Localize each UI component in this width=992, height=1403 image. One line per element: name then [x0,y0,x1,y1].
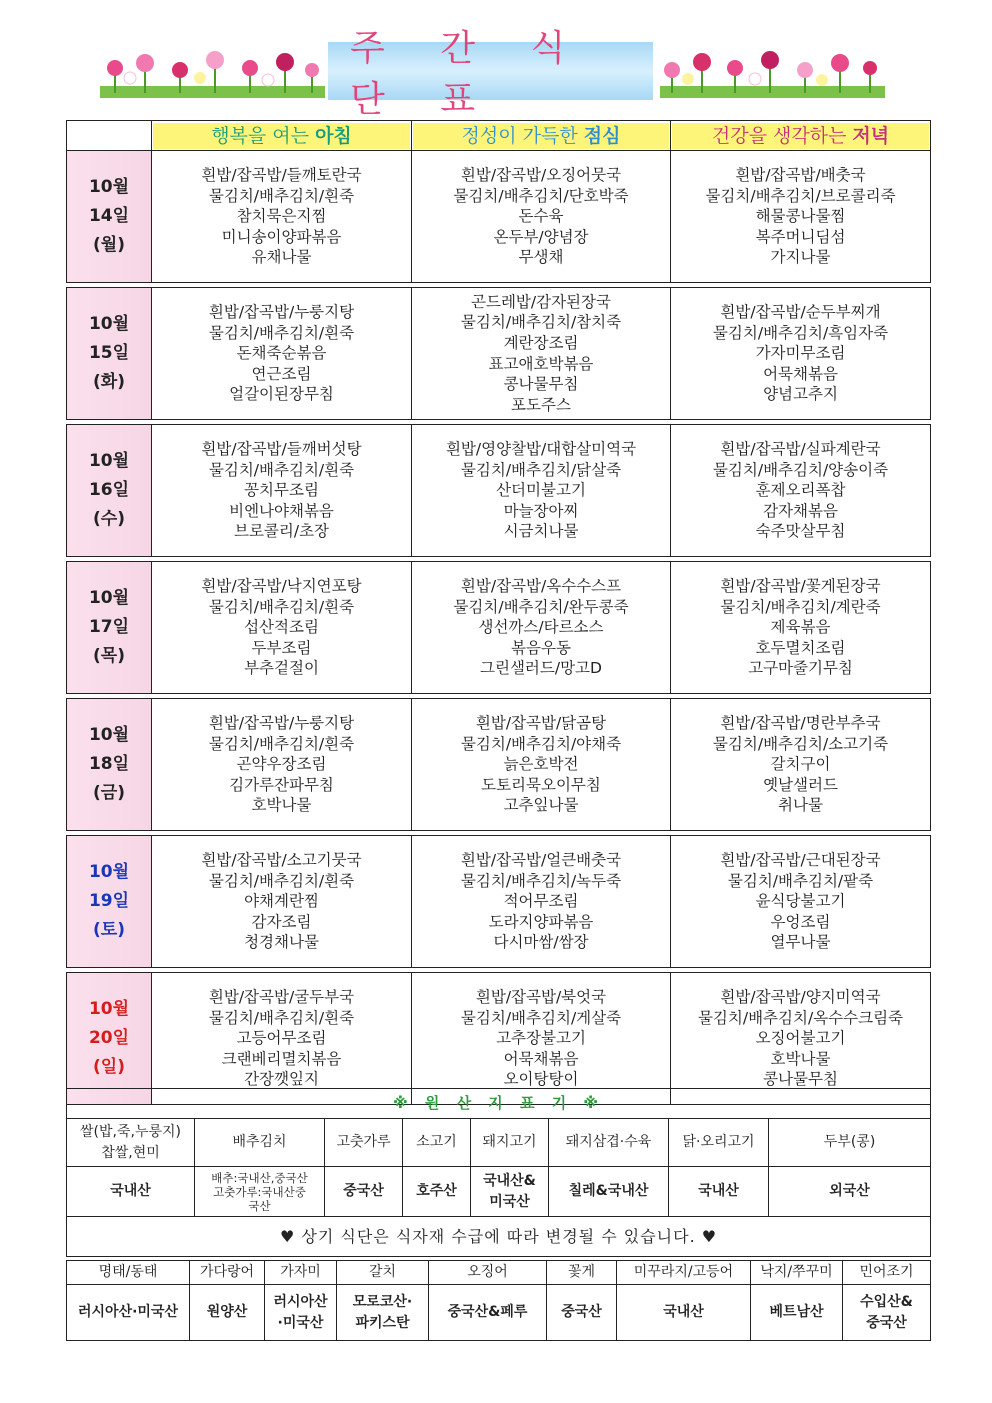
header-lunch: 정성이 가득한 점심 [412,121,671,151]
origin-value: 중국산 [325,1167,403,1217]
origin-label: 돼지삼겹·수육 [549,1119,669,1167]
dish: 어묵채볶음 [763,364,838,383]
origin-label: 고춧가루 [325,1119,403,1167]
origin-value: 국내산 [67,1167,195,1217]
day-cell: 10월 18일 (금) [67,699,152,831]
dish: 물김치/배추김치/흰죽 [208,597,355,616]
dish: 고등어무조림 [236,1029,327,1048]
flower-decoration-left-icon [100,48,325,98]
origin-value: 칠레&국내산 [549,1167,669,1217]
dish: 비엔나야채볶음 [229,501,334,520]
origin-table [66,1088,931,1257]
day-cell: 10월 19일 (토) [67,836,152,968]
dish: 연근조림 [251,364,312,383]
origin-label: 오징어 [429,1261,547,1285]
flower-decoration-right-icon [660,48,885,98]
dish: 양념고추지 [763,385,838,404]
origin-value: 국내산& 미국산 [471,1167,549,1217]
dish: 물김치/배추김치/흰죽 [208,323,355,342]
day-row [67,288,931,420]
origin-value: 러시아산·미국산 [67,1285,190,1341]
dish: 호박나물 [770,1049,831,1068]
dish: 어묵채볶음 [503,1049,579,1068]
origin-value: 호주산 [403,1167,471,1217]
dish: 김가루잔파무침 [229,775,334,794]
origin-table-2 [66,1260,931,1341]
breakfast-cell [152,151,412,283]
dish: 흰밥/잡곡밥/명란부추국 [720,714,881,733]
day-row [67,973,931,1105]
dish: 호두멸치조림 [755,638,846,657]
dish: 흰밥/잡곡밥/굴두부국 [208,988,355,1007]
dish: 해물콩나물찜 [755,207,846,226]
origin-value: 러시아산 ·미국산 [265,1285,337,1341]
breakfast-cell [152,973,412,1105]
origin-label: 갈치 [337,1261,429,1285]
dish: 브로콜리/초장 [233,522,330,541]
dinner-cell [671,699,931,831]
dish: 물김치/배추김치/계란죽 [720,597,881,616]
origin-title: ※ 원 산 지 표 기 ※ [67,1089,931,1119]
day-cell: 10월 20일 (일) [67,973,152,1105]
dish: 생선까스/타르소스 [478,618,604,637]
dish: 흰밥/잡곡밥/소고기뭇국 [201,851,362,870]
dish: 흰밥/잡곡밥/누룽지탕 [208,714,355,733]
origin-value: 배추:국내산,중국산 고춧가루:국내산중 국산 [195,1167,325,1217]
dinner-cell [671,425,931,557]
origin-label: 돼지고기 [471,1119,549,1167]
dish: 물김치/배추김치/녹두죽 [460,871,622,890]
dish: 유채나물 [251,248,312,267]
dish: 고추장불고기 [496,1029,586,1048]
dish: 물김치/배추김치/참치죽 [460,313,622,332]
title-area [0,28,992,120]
dish: 물김치/배추김치/흰죽 [208,871,355,890]
origin-value: 베트남산 [751,1285,843,1341]
page-title: 주 간 식 단 표 [328,42,653,100]
dish: 숙주맛살무침 [755,522,846,541]
notice-text: ♥ 상기 식단은 식자재 수급에 따라 변경될 수 있습니다. ♥ [67,1217,931,1257]
dish: 물김치/배추김치/야채죽 [460,734,622,753]
dish: 훈제오리폭찹 [755,481,846,500]
dish: 오이탕탕이 [503,1070,579,1089]
dish: 호박나물 [251,796,312,815]
origin-label: 가다랑어 [190,1261,265,1285]
dish: 흰밥/잡곡밥/누룽지탕 [208,303,355,322]
dish: 야채계란찜 [244,892,319,911]
dish: 늙은호박전 [503,755,579,774]
dish: 청경채나물 [244,933,319,952]
dish: 돈채죽순볶음 [236,344,327,363]
breakfast-cell [152,425,412,557]
day-cell: 10월 17일 (목) [67,562,152,694]
dish: 꽁치무조림 [244,481,319,500]
dish: 물김치/배추김치/단호박죽 [453,186,629,205]
dish: 계란장조림 [503,333,579,352]
day-cell: 10월 15일 (화) [67,288,152,420]
dish: 갈치구이 [770,755,831,774]
dish: 크랜베리멸치볶음 [221,1049,342,1068]
dish: 감자조림 [251,912,312,931]
dish: 산더미불고기 [496,481,586,500]
day-row [67,836,931,968]
header-dinner: 건강을 생각하는 저녁 [671,121,931,151]
dish: 섭산적조림 [244,618,319,637]
dish: 시금치나물 [503,522,579,541]
dish: 물김치/배추김치/닭살죽 [460,460,622,479]
day-row [67,425,931,557]
day-cell: 10월 16일 (수) [67,425,152,557]
dish: 물김치/배추김치/소고기죽 [712,734,889,753]
dish: 콩나물무침 [503,375,579,394]
dinner-cell [671,973,931,1105]
dish: 감자채볶음 [763,501,838,520]
dish: 우엉조림 [770,912,831,931]
lunch-cell [412,425,671,557]
lunch-cell [412,562,671,694]
dish: 오징어불고기 [755,1029,846,1048]
origin-value: 중국산 [547,1285,617,1341]
dish: 볶음우동 [511,638,571,657]
dish: 열무나물 [770,933,831,952]
dish: 물김치/배추김치/흰죽 [208,734,355,753]
lunch-cell [412,288,671,420]
dish: 물김치/배추김치/흰죽 [208,460,355,479]
day-row [67,151,931,283]
origin-label: 두부(콩) [769,1119,931,1167]
origin-value: 중국산&페루 [429,1285,547,1341]
dish: 무생채 [518,248,564,267]
dish: 흰밥/잡곡밥/양지미역국 [720,988,881,1007]
dish: 흰밥/잡곡밥/들깨토란국 [201,166,362,185]
lunch-cell [412,699,671,831]
dish: 흰밥/영양찰밥/대합살미역국 [445,440,637,459]
dish: 흰밥/잡곡밥/낙지연포탕 [201,577,362,596]
dish: 얼갈이된장무침 [229,385,334,404]
origin-label: 민어조기 [843,1261,931,1285]
dish: 물김치/배추김치/흰죽 [208,186,355,205]
dish: 물김치/배추김치/흰죽 [208,1008,355,1027]
origin-label: 낙지/쭈꾸미 [751,1261,843,1285]
origin-value: 원양산 [190,1285,265,1341]
dish: 흰밥/잡곡밥/배춧국 [735,166,866,185]
dish: 흰밥/잡곡밥/얼큰배춧국 [460,851,622,870]
dinner-cell [671,562,931,694]
dish: 물김치/배추김치/흑임자죽 [712,323,889,342]
origin-label: 쌀(밥,죽,누룽지) 찹쌀,현미 [67,1119,195,1167]
dish: 온두부/양념장 [493,227,589,246]
lunch-cell [412,973,671,1105]
breakfast-cell [152,562,412,694]
dish: 미니송이양파볶음 [221,227,342,246]
dish: 도토리묵오이무침 [481,775,601,794]
dish: 곤약우장조림 [236,755,327,774]
origin-value: 모로코산· 파키스탄 [337,1285,429,1341]
dish: 흰밥/잡곡밥/닭곰탕 [475,714,607,733]
dish: 고구마줄기무침 [748,659,853,678]
dish: 물김치/배추김치/양송이죽 [712,460,889,479]
dish: 적어무조림 [503,892,579,911]
origin-label: 명태/동태 [67,1261,190,1285]
dish: 고추잎나물 [503,796,579,815]
day-row [67,562,931,694]
origin-value: 국내산 [617,1285,751,1341]
dinner-cell [671,836,931,968]
dish: 참치묵은지찜 [236,207,327,226]
origin-value: 수입산& 중국산 [843,1285,931,1341]
dish: 돈수육 [518,207,564,226]
dish: 표고애호박볶음 [488,354,594,373]
dish: 물김치/배추김치/팥죽 [727,871,874,890]
day-cell: 10월 14일 (월) [67,151,152,283]
dish: 물김치/배추김치/게살죽 [460,1008,622,1027]
dish: 콩나물무침 [763,1070,838,1089]
origin-value: 국내산 [669,1167,769,1217]
origin-label: 가자미 [265,1261,337,1285]
dish: 흰밥/잡곡밥/옥수수스프 [460,577,622,596]
corner-cell [67,121,152,151]
dish: 포도주스 [511,395,571,414]
dish: 물김치/배추김치/완두콩죽 [453,597,629,616]
dish: 옛날샐러드 [763,775,838,794]
dish: 곤드레밥/감자된장국 [471,292,611,311]
origin-label: 닭·오리고기 [669,1119,769,1167]
lunch-cell [412,836,671,968]
dish: 물김치/배추김치/옥수수크림죽 [697,1008,904,1027]
dish: 흰밥/잡곡밥/근대된장국 [720,851,881,870]
lunch-cell [412,151,671,283]
dish: 흰밥/잡곡밥/순두부찌개 [720,303,881,322]
dish: 다시마쌈/쌈장 [493,933,589,952]
dish: 가지나물 [770,248,831,267]
origin-label: 소고기 [403,1119,471,1167]
dish: 두부조림 [251,638,312,657]
dish: 가자미무조림 [755,344,846,363]
dish: 취나물 [778,796,823,815]
dish: 도라지양파볶음 [488,912,594,931]
dinner-cell [671,288,931,420]
breakfast-cell [152,836,412,968]
dish: 제육볶음 [770,618,831,637]
dish: 흰밥/잡곡밥/북엇국 [475,988,607,1007]
dish: 그린샐러드/망고D [480,659,602,678]
origin-value: 외국산 [769,1167,931,1217]
breakfast-cell [152,699,412,831]
breakfast-cell [152,288,412,420]
dish: 흰밥/잡곡밥/꽃게된장국 [720,577,881,596]
dish: 흰밥/잡곡밥/오징어뭇국 [460,166,622,185]
origin-label: 배추김치 [195,1119,325,1167]
header-breakfast: 행복을 여는 아침 [152,121,412,151]
dish: 흰밥/잡곡밥/들깨버섯탕 [201,440,362,459]
dish: 물김치/배추김치/브로콜리죽 [705,186,896,205]
dish: 흰밥/잡곡밥/실파계란국 [720,440,881,459]
dish: 복주머니딤섬 [755,227,846,246]
dish: 간장깻잎지 [244,1070,319,1089]
weekly-menu-table [66,120,931,1105]
day-row [67,699,931,831]
dish: 마늘장아찌 [503,501,579,520]
dish: 부추겉절이 [244,659,319,678]
origin-label: 미꾸라지/고등어 [617,1261,751,1285]
origin-label: 꽃게 [547,1261,617,1285]
dinner-cell [671,151,931,283]
dish: 윤식당불고기 [755,892,846,911]
